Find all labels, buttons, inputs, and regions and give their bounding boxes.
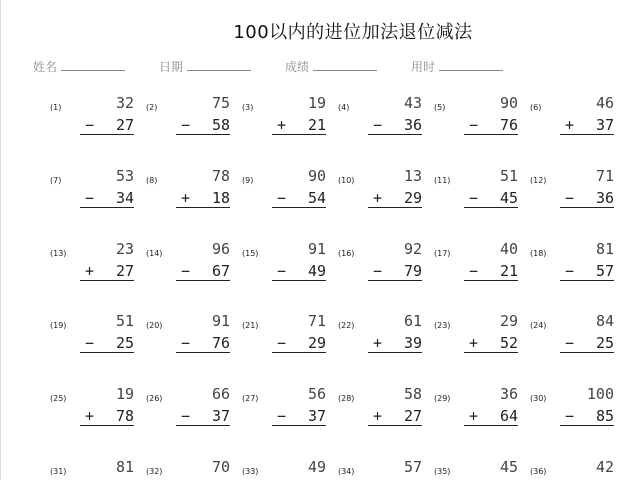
plus-sign: + xyxy=(373,334,383,352)
first-operand: 81 xyxy=(115,458,134,476)
first-operand: 81 xyxy=(595,240,614,258)
problem-item xyxy=(530,94,626,134)
answer-line[interactable] xyxy=(560,116,614,135)
date-field[interactable] xyxy=(159,58,251,75)
problem-item xyxy=(50,240,146,280)
problem-number: (7) xyxy=(50,176,62,185)
problem-number: (21) xyxy=(242,321,259,330)
problem-number: (27) xyxy=(242,394,259,403)
problem-item xyxy=(50,385,146,425)
answer-line[interactable] xyxy=(368,116,422,135)
answer-line[interactable] xyxy=(368,407,422,426)
second-operand: 64 xyxy=(499,407,518,425)
name-blank-line xyxy=(61,59,125,71)
problem-item xyxy=(338,240,434,280)
problem-number: (22) xyxy=(338,321,355,330)
second-operand: 21 xyxy=(499,262,518,280)
minus-sign: − xyxy=(277,262,287,280)
second-operand: 67 xyxy=(211,262,230,280)
answer-line[interactable] xyxy=(80,407,134,426)
minus-sign: − xyxy=(565,334,575,352)
problem-item xyxy=(434,312,530,352)
first-operand: 43 xyxy=(403,94,422,112)
first-operand: 84 xyxy=(595,312,614,330)
problem-item xyxy=(50,458,146,498)
problem-number: (18) xyxy=(530,249,547,258)
problem-item xyxy=(434,94,530,134)
score-label: 成绩 xyxy=(285,60,310,74)
problem-item xyxy=(146,240,242,280)
minus-sign: − xyxy=(181,116,191,134)
plus-sign: + xyxy=(85,407,95,425)
first-operand: 53 xyxy=(115,167,134,185)
problem-number: (14) xyxy=(146,249,163,258)
plus-sign: + xyxy=(181,189,191,207)
problem-number: (16) xyxy=(338,249,355,258)
second-operand: 76 xyxy=(211,334,230,352)
worksheet-title: 100以内的进位加法退位减法 xyxy=(233,22,473,43)
answer-line[interactable] xyxy=(464,262,518,281)
first-operand: 29 xyxy=(499,312,518,330)
problem-item xyxy=(530,458,626,498)
minus-sign: − xyxy=(373,116,383,134)
first-operand: 91 xyxy=(211,312,230,330)
first-operand: 91 xyxy=(307,240,326,258)
problem-item xyxy=(338,312,434,352)
minus-sign: − xyxy=(181,407,191,425)
first-operand: 78 xyxy=(211,167,230,185)
answer-line[interactable] xyxy=(560,334,614,353)
plus-sign: + xyxy=(469,407,479,425)
second-operand: 25 xyxy=(595,334,614,352)
problem-item xyxy=(242,458,338,498)
first-operand: 90 xyxy=(307,167,326,185)
score-blank-line xyxy=(313,59,377,71)
minus-sign: − xyxy=(181,262,191,280)
problem-item xyxy=(434,385,530,425)
answer-line[interactable] xyxy=(80,189,134,208)
minus-sign: − xyxy=(277,407,287,425)
answer-line[interactable] xyxy=(176,189,230,208)
minus-sign: − xyxy=(469,262,479,280)
problem-item xyxy=(50,312,146,352)
first-operand: 66 xyxy=(211,385,230,403)
problem-item xyxy=(530,312,626,352)
problem-number: (5) xyxy=(434,103,446,112)
problem-item xyxy=(530,240,626,280)
problem-number: (13) xyxy=(50,249,67,258)
problem-item xyxy=(434,240,530,280)
problem-item xyxy=(530,167,626,207)
second-operand: 79 xyxy=(403,262,422,280)
problem-number: (15) xyxy=(242,249,259,258)
time-used-field[interactable] xyxy=(411,58,503,75)
first-operand: 36 xyxy=(499,385,518,403)
problem-item xyxy=(50,94,146,134)
minus-sign: − xyxy=(565,189,575,207)
answer-line[interactable] xyxy=(272,407,326,426)
minus-sign: − xyxy=(277,189,287,207)
second-operand: 85 xyxy=(595,407,614,425)
minus-sign: − xyxy=(85,116,95,134)
date-label: 日期 xyxy=(159,60,184,74)
answer-line[interactable] xyxy=(80,116,134,135)
second-operand: 25 xyxy=(115,334,134,352)
second-operand: 52 xyxy=(499,334,518,352)
problem-number: (23) xyxy=(434,321,451,330)
problem-number: (1) xyxy=(50,103,62,112)
problem-number: (4) xyxy=(338,103,350,112)
problem-item xyxy=(338,385,434,425)
second-operand: 29 xyxy=(403,189,422,207)
first-operand: 71 xyxy=(307,312,326,330)
problem-item xyxy=(434,458,530,498)
second-operand: 78 xyxy=(115,407,134,425)
problem-item xyxy=(146,458,242,498)
problem-number: (6) xyxy=(530,103,542,112)
name-label: 姓名 xyxy=(33,60,58,74)
page-left-edge xyxy=(0,0,1,480)
answer-line[interactable] xyxy=(368,262,422,281)
minus-sign: − xyxy=(469,116,479,134)
answer-line[interactable] xyxy=(80,262,134,281)
first-operand: 75 xyxy=(211,94,230,112)
problem-number: (34) xyxy=(338,467,355,476)
minus-sign: − xyxy=(181,334,191,352)
problem-number: (8) xyxy=(146,176,158,185)
problem-number: (31) xyxy=(50,467,67,476)
problem-number: (32) xyxy=(146,467,163,476)
minus-sign: − xyxy=(565,262,575,280)
first-operand: 42 xyxy=(595,458,614,476)
second-operand: 21 xyxy=(307,116,326,134)
second-operand: 29 xyxy=(307,334,326,352)
minus-sign: − xyxy=(565,407,575,425)
first-operand: 56 xyxy=(307,385,326,403)
minus-sign: − xyxy=(85,189,95,207)
first-operand: 23 xyxy=(115,240,134,258)
time-used-label: 用时 xyxy=(411,60,436,74)
first-operand: 100 xyxy=(586,385,614,403)
problem-item xyxy=(338,94,434,134)
second-operand: 36 xyxy=(403,116,422,134)
minus-sign: − xyxy=(373,262,383,280)
answer-line[interactable] xyxy=(272,262,326,281)
problem-item xyxy=(242,240,338,280)
score-field[interactable] xyxy=(285,58,377,75)
problem-item xyxy=(242,167,338,207)
answer-line[interactable] xyxy=(560,189,614,208)
answer-line[interactable] xyxy=(464,189,518,208)
answer-line[interactable] xyxy=(80,334,134,353)
second-operand: 49 xyxy=(307,262,326,280)
answer-line[interactable] xyxy=(368,334,422,353)
problem-item xyxy=(146,385,242,425)
name-field[interactable] xyxy=(33,58,125,75)
problem-number: (9) xyxy=(242,176,254,185)
first-operand: 90 xyxy=(499,94,518,112)
minus-sign: − xyxy=(277,334,287,352)
first-operand: 32 xyxy=(115,94,134,112)
first-operand: 49 xyxy=(307,458,326,476)
second-operand: 76 xyxy=(499,116,518,134)
problem-item xyxy=(50,167,146,207)
first-operand: 57 xyxy=(403,458,422,476)
first-operand: 70 xyxy=(211,458,230,476)
second-operand: 57 xyxy=(595,262,614,280)
first-operand: 51 xyxy=(499,167,518,185)
problem-number: (2) xyxy=(146,103,158,112)
answer-line[interactable] xyxy=(464,334,518,353)
problem-number: (33) xyxy=(242,467,259,476)
second-operand: 27 xyxy=(403,407,422,425)
problem-number: (26) xyxy=(146,394,163,403)
first-operand: 58 xyxy=(403,385,422,403)
answer-line[interactable] xyxy=(176,407,230,426)
plus-sign: + xyxy=(277,116,287,134)
problem-item xyxy=(242,312,338,352)
problem-item xyxy=(146,94,242,134)
answer-line[interactable] xyxy=(560,407,614,426)
answer-line[interactable] xyxy=(272,189,326,208)
second-operand: 27 xyxy=(115,262,134,280)
second-operand: 36 xyxy=(595,189,614,207)
first-operand: 19 xyxy=(307,94,326,112)
answer-line[interactable] xyxy=(176,116,230,135)
answer-line[interactable] xyxy=(272,116,326,135)
answer-line[interactable] xyxy=(176,334,230,353)
first-operand: 13 xyxy=(403,167,422,185)
answer-line[interactable] xyxy=(176,262,230,281)
problem-item xyxy=(530,385,626,425)
problem-item xyxy=(146,167,242,207)
second-operand: 37 xyxy=(307,407,326,425)
answer-line[interactable] xyxy=(464,116,518,135)
minus-sign: − xyxy=(469,189,479,207)
second-operand: 18 xyxy=(211,189,230,207)
answer-line[interactable] xyxy=(464,407,518,426)
problem-item xyxy=(146,312,242,352)
first-operand: 96 xyxy=(211,240,230,258)
plus-sign: + xyxy=(373,407,383,425)
problem-item xyxy=(338,167,434,207)
minus-sign: − xyxy=(85,334,95,352)
problem-number: (36) xyxy=(530,467,547,476)
problem-number: (11) xyxy=(434,176,451,185)
problem-item xyxy=(242,94,338,134)
first-operand: 40 xyxy=(499,240,518,258)
answer-line[interactable] xyxy=(560,262,614,281)
answer-line[interactable] xyxy=(272,334,326,353)
plus-sign: + xyxy=(469,334,479,352)
problem-item xyxy=(434,167,530,207)
first-operand: 51 xyxy=(115,312,134,330)
time-used-blank-line xyxy=(439,59,503,71)
second-operand: 27 xyxy=(115,116,134,134)
plus-sign: + xyxy=(373,189,383,207)
first-operand: 92 xyxy=(403,240,422,258)
problem-number: (29) xyxy=(434,394,451,403)
problem-number: (10) xyxy=(338,176,355,185)
first-operand: 46 xyxy=(595,94,614,112)
problem-item xyxy=(338,458,434,498)
problem-number: (28) xyxy=(338,394,355,403)
problem-item xyxy=(242,385,338,425)
first-operand: 71 xyxy=(595,167,614,185)
problem-number: (35) xyxy=(434,467,451,476)
second-operand: 37 xyxy=(211,407,230,425)
second-operand: 37 xyxy=(595,116,614,134)
problem-number: (25) xyxy=(50,394,67,403)
problem-number: (24) xyxy=(530,321,547,330)
problem-number: (30) xyxy=(530,394,547,403)
second-operand: 39 xyxy=(403,334,422,352)
problem-number: (12) xyxy=(530,176,547,185)
plus-sign: + xyxy=(565,116,575,134)
date-blank-line xyxy=(187,59,251,71)
problem-number: (19) xyxy=(50,321,67,330)
problem-number: (20) xyxy=(146,321,163,330)
second-operand: 45 xyxy=(499,189,518,207)
second-operand: 34 xyxy=(115,189,134,207)
problem-number: (17) xyxy=(434,249,451,258)
answer-line[interactable] xyxy=(368,189,422,208)
plus-sign: + xyxy=(85,262,95,280)
second-operand: 58 xyxy=(211,116,230,134)
first-operand: 45 xyxy=(499,458,518,476)
first-operand: 61 xyxy=(403,312,422,330)
second-operand: 54 xyxy=(307,189,326,207)
first-operand: 19 xyxy=(115,385,134,403)
problem-number: (3) xyxy=(242,103,254,112)
